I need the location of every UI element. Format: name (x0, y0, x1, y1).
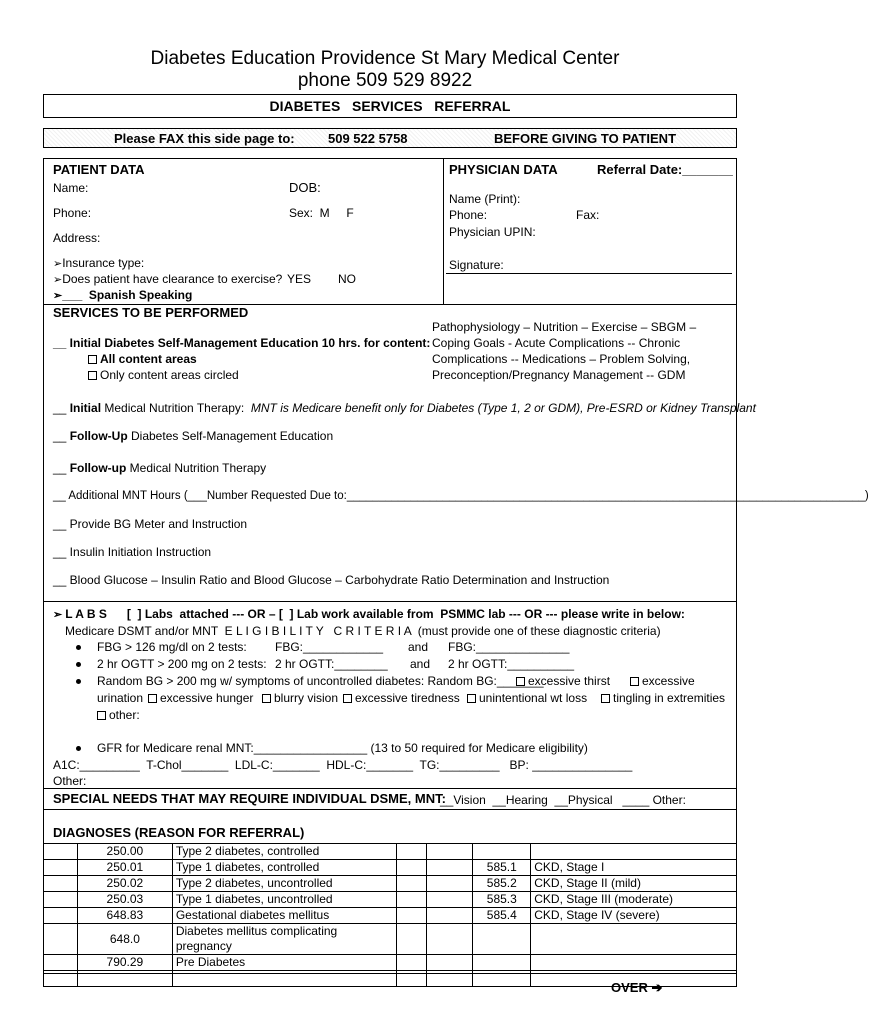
ogtt-criteria: 2 hr OGTT > 200 mg on 2 tests: (97, 657, 267, 671)
checkbox-icon[interactable] (88, 355, 97, 364)
checkbox-icon[interactable] (601, 694, 610, 703)
only-content-option[interactable]: Only content areas circled (88, 368, 239, 382)
diagnosis-code (77, 971, 172, 987)
diagnosis-desc: Type 2 diabetes, controlled (172, 844, 397, 860)
diagnosis-code: 250.01 (77, 860, 172, 876)
diagnosis-check-cell[interactable] (44, 876, 78, 892)
bullet-icon (76, 746, 81, 751)
patient-heading: PATIENT DATA (53, 162, 145, 177)
physician-upin-label[interactable]: Physician UPIN: (449, 225, 536, 239)
checkbox-icon[interactable] (262, 694, 271, 703)
patient-name-label[interactable]: Name: (53, 181, 89, 195)
diagnosis-check-cell[interactable] (397, 908, 427, 924)
diagnosis-desc (531, 924, 737, 955)
diagnosis-desc: Type 1 diabetes, uncontrolled (172, 892, 397, 908)
fbg-field-1[interactable]: FBG:____________ (275, 640, 384, 654)
clearance-yes[interactable]: YES (287, 272, 312, 286)
diagnoses-divider (43, 809, 737, 810)
fax-number: 509 522 5758 (328, 131, 408, 146)
diagnosis-check-cell[interactable] (427, 924, 473, 955)
ogtt-and: and (410, 657, 431, 671)
diagnosis-check-cell[interactable] (427, 876, 473, 892)
diagnosis-desc: Type 1 diabetes, controlled (172, 860, 397, 876)
clearance-no[interactable]: NO (338, 272, 356, 286)
content-areas-1: Pathophysiology – Nutrition – Exercise – SBGM – (432, 320, 697, 334)
diagnosis-check-cell[interactable] (397, 955, 427, 971)
diagnosis-code: 585.1 (473, 860, 531, 876)
followup-mnt[interactable]: __ Follow-up Medical Nutrition Therapy (53, 461, 267, 475)
diagnosis-desc: Diabetes mellitus complicating pregnancy (172, 924, 397, 955)
all-content-option[interactable]: All content areas (88, 352, 197, 366)
diagnosis-code: 585.4 (473, 908, 531, 924)
diagnosis-check-cell[interactable] (397, 860, 427, 876)
diagnosis-check-cell[interactable] (427, 892, 473, 908)
eligibility-criteria: Medicare DSMT and/or MNT E L I G I B I L I T Y C R I T E R I A (must provide one of these diagnostic criteria) (65, 624, 661, 638)
checkbox-icon[interactable] (467, 694, 476, 703)
diagnosis-check-cell[interactable] (44, 844, 78, 860)
fax-label: Please FAX this side page to: (114, 131, 295, 146)
diagnosis-code (473, 955, 531, 971)
diagnosis-code: 648.0 (77, 924, 172, 955)
bullet-icon (76, 662, 81, 667)
initial-mnt[interactable]: __ Initial Medical Nutrition Therapy: MNT is Medicare benefit only for Diabetes (Type 1, 2 or GDM), Pre-ESRD or Kidney Transplant (53, 401, 756, 415)
diagnosis-code: 585.2 (473, 876, 531, 892)
initial-dsme[interactable]: __ Initial Diabetes Self-Management Education 10 hrs. for content: (53, 336, 431, 350)
physician-heading: PHYSICIAN DATA (449, 162, 558, 177)
spanish-speaking[interactable]: ➢___ Spanish Speaking (53, 288, 193, 302)
special-divider (43, 788, 737, 789)
checkbox-icon[interactable] (97, 711, 106, 720)
physician-fax-label[interactable]: Fax: (576, 208, 600, 222)
fbg-criteria: FBG > 126 mg/dl on 2 tests: (97, 640, 247, 654)
signature-line (446, 273, 732, 274)
additional-mnt-hours[interactable]: __ Additional MNT Hours (___Number Requested Due to:_________________________________________________________________________________) (53, 490, 869, 502)
fax-note: BEFORE GIVING TO PATIENT (494, 131, 677, 146)
gfr-field[interactable]: GFR for Medicare renal MNT:_________________ (13 to 50 required for Medicare eligibility) (97, 741, 588, 755)
patient-phone-label[interactable]: Phone: (53, 206, 92, 220)
patient-dob-label[interactable]: DOB: (289, 180, 321, 195)
content-areas-4: Preconception/Pregnancy Management -- GDM (432, 368, 686, 382)
diagnosis-desc: Type 2 diabetes, uncontrolled (172, 876, 397, 892)
referral-date[interactable]: Referral Date:_______ (597, 162, 733, 177)
ogtt-field-2[interactable]: 2 hr OGTT:__________ (448, 657, 575, 671)
symptom-thirst[interactable]: excessive thirst (516, 674, 610, 688)
diagnosis-check-cell[interactable] (44, 892, 78, 908)
over-label: OVER ➔ (611, 980, 663, 995)
insulin-instruction[interactable]: __ Insulin Initiation Instruction (53, 545, 212, 559)
checkbox-icon[interactable] (516, 677, 525, 686)
diagnosis-check-cell[interactable] (427, 955, 473, 971)
labs-divider (43, 601, 737, 602)
symptom-tiredness[interactable]: excessive tiredness (343, 691, 460, 705)
table-row (44, 924, 737, 955)
diagnoses-table (43, 843, 737, 987)
lab-values-line[interactable]: A1C:_________ T-Chol_______ LDL-C:_______ HDL-C:_______ TG:_________ BP: _______________ (53, 758, 633, 772)
table-row (44, 876, 737, 892)
diagnosis-code: 648.83 (77, 908, 172, 924)
fbg-and: and (408, 640, 429, 654)
diagnosis-check-cell[interactable] (397, 876, 427, 892)
checkbox-icon[interactable] (630, 677, 639, 686)
diagnosis-desc (531, 844, 737, 860)
symptom-other[interactable]: other: (97, 708, 140, 722)
checkbox-icon[interactable] (148, 694, 157, 703)
symptom-wt-loss[interactable]: unintentional wt loss (467, 691, 587, 705)
ratio-instruction[interactable]: __ Blood Glucose – Insulin Ratio and Blood Glucose – Carbohydrate Ratio Determination and Instruction (53, 573, 610, 587)
diagnosis-desc: Pre Diabetes (172, 955, 397, 971)
table-row (44, 908, 737, 924)
diagnosis-check-cell[interactable] (44, 955, 78, 971)
checkbox-icon[interactable] (88, 371, 97, 380)
diagnosis-check-cell[interactable] (427, 971, 473, 987)
table-row (44, 844, 737, 860)
diagnosis-desc: CKD, Stage II (mild) (531, 876, 737, 892)
arrow-icon: ➢ (53, 290, 63, 302)
physician-name-label[interactable]: Name (Print): (449, 192, 521, 206)
symptom-tingling[interactable]: tingling in extremities (601, 691, 725, 705)
table-row (44, 955, 737, 971)
diagnosis-desc: CKD, Stage IV (severe) (531, 908, 737, 924)
insurance-type[interactable]: ➢Insurance type: (53, 256, 145, 270)
diagnosis-desc: CKD, Stage III (moderate) (531, 892, 737, 908)
fbg-field-2[interactable]: FBG:______________ (448, 640, 570, 654)
services-heading: SERVICES TO BE PERFORMED (53, 305, 249, 320)
arrow-icon: ➢ (53, 258, 63, 270)
physician-signature-label[interactable]: Signature: (449, 258, 504, 272)
diagnosis-check-cell[interactable] (427, 860, 473, 876)
diagnosis-code: 585.3 (473, 892, 531, 908)
bg-meter-instruction[interactable]: __ Provide BG Meter and Instruction (53, 517, 248, 531)
diagnosis-check-cell[interactable] (44, 908, 78, 924)
checkbox-icon[interactable] (343, 694, 352, 703)
diagnosis-check-cell[interactable] (44, 860, 78, 876)
diagnosis-check-cell[interactable] (44, 924, 78, 955)
diagnosis-desc: Gestational diabetes mellitus (172, 908, 397, 924)
content-areas-3: Complications -- Medications – Problem Solving, (432, 352, 691, 366)
bullet-icon (76, 679, 81, 684)
arrow-right-icon: ➔ (647, 980, 663, 995)
diagnosis-check-cell[interactable] (427, 908, 473, 924)
diagnosis-desc: CKD, Stage I (531, 860, 737, 876)
diagnosis-check-cell[interactable] (397, 971, 427, 987)
diagnosis-code (473, 971, 531, 987)
special-needs-heading: SPECIAL NEEDS THAT MAY REQUIRE INDIVIDUAL DSME, MNT: (53, 791, 446, 806)
symptom-urination-cont: urination (97, 691, 144, 705)
diagnosis-check-cell[interactable] (44, 971, 78, 987)
diagnosis-code: 790.29 (77, 955, 172, 971)
diagnosis-check-cell[interactable] (397, 844, 427, 860)
ogtt-field-1[interactable]: 2 hr OGTT:________ (275, 657, 388, 671)
diagnosis-desc (531, 955, 737, 971)
clinic-title: Diabetes Education Providence St Mary Medical Center (150, 48, 620, 69)
random-bg-criteria[interactable]: Random BG > 200 mg w/ symptoms of uncontrolled diabetes: Random BG:_______ (97, 674, 544, 688)
patient-sex-label[interactable]: Sex: M F (289, 206, 354, 220)
labs-heading: ➢ L A B S [ ] Labs attached --- OR – [ ] Lab work available from PSMMC lab --- OR --- please write in below: (53, 607, 685, 621)
symptom-vision[interactable]: blurry vision (262, 691, 338, 705)
followup-dsme[interactable]: __ Follow-Up Diabetes Self-Management Education (53, 429, 334, 443)
patient-address-label[interactable]: Address: (53, 231, 101, 245)
lab-other[interactable]: Other: (53, 774, 87, 788)
exercise-clearance: ➢Does patient have clearance to exercise? (53, 272, 283, 286)
physician-phone-label[interactable]: Phone: (449, 208, 488, 222)
clinic-phone: phone 509 529 8922 (297, 70, 473, 91)
content-areas-2: Coping Goals - Acute Complications -- Chronic (432, 336, 681, 350)
diagnosis-desc (172, 971, 397, 987)
diagnosis-check-cell[interactable] (427, 844, 473, 860)
diagnosis-code (473, 924, 531, 955)
form-title: DIABETES SERVICES REFERRAL (269, 98, 511, 114)
diagnoses-heading: DIAGNOSES (REASON FOR REFERRAL) (53, 825, 305, 840)
diagnosis-code (473, 844, 531, 860)
arrow-icon: ➢ (53, 609, 66, 621)
bullet-icon (76, 645, 81, 650)
special-needs-options[interactable]: __Vision __Hearing __Physical ____ Other: (440, 793, 686, 807)
table-row (44, 892, 737, 908)
symptom-excessive-urination[interactable]: excessive (630, 674, 695, 688)
diagnosis-code: 250.00 (77, 844, 172, 860)
symptom-hunger[interactable]: excessive hunger (148, 691, 253, 705)
diagnosis-code: 250.02 (77, 876, 172, 892)
patient-physician-divider (443, 158, 444, 304)
arrow-icon: ➢ (53, 274, 63, 286)
diagnosis-check-cell[interactable] (397, 924, 427, 955)
diagnosis-code: 250.03 (77, 892, 172, 908)
diagnosis-check-cell[interactable] (397, 892, 427, 908)
table-row (44, 860, 737, 876)
